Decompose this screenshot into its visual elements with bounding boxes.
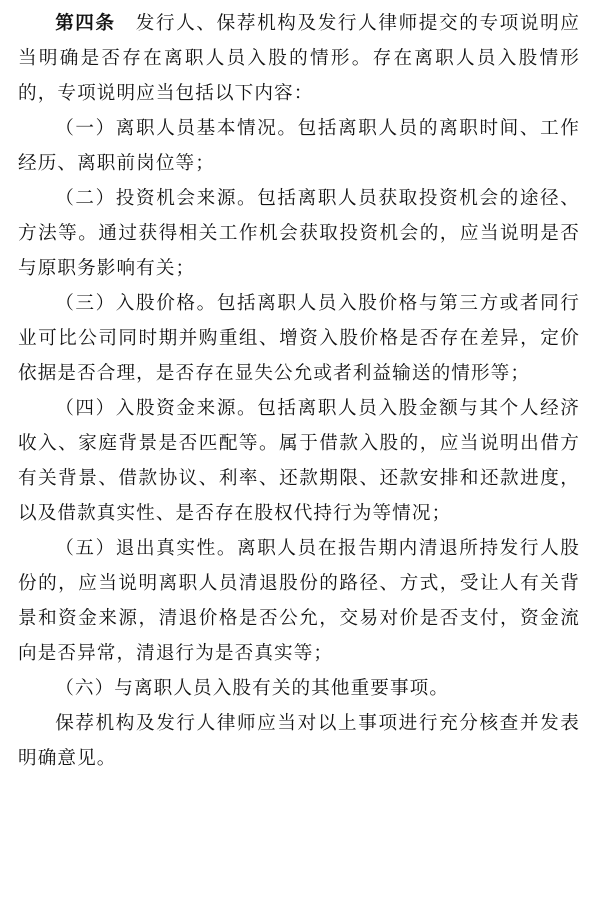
article-intro: 发行人、保荐机构及发行人律师提交的专项说明应当明确是否存在离职人员入股的情形。存在离职人员入股情形的，专项说明应当包括以下内容：: [18, 13, 580, 104]
article-paragraph: [18, 6, 580, 111]
list-item-5: （五）退出真实性。离职人员在报告期内清退所持发行人股份的，应当说明离职人员清退股份的路径、方式，受让人有关背景和资金来源，清退价格是否公允，交易对价是否支付，资金流向是否异常，清退行为是否真实等；: [18, 538, 580, 664]
list-item-3: （三）入股价格。包括离职人员入股价格与第三方或者同行业可比公司同时期并购重组、增资入股价格是否存在差异，定价依据是否合理，是否存在显失公允或者利益输送的情形等；: [18, 293, 580, 384]
list-item-2: （二）投资机会来源。包括离职人员获取投资机会的途径、方法等。通过获得相关工作机会获取投资机会的，应当说明是否与原职务影响有关；: [18, 188, 580, 279]
article-title: 第四条: [55, 13, 116, 34]
closing-paragraph: 保荐机构及发行人律师应当对以上事项进行充分核查并发表明确意见。: [18, 713, 580, 769]
list-item-6: （六）与离职人员入股有关的其他重要事项。: [55, 678, 450, 699]
list-item-1: （一）离职人员基本情况。包括离职人员的离职时间、工作经历、离职前岗位等；: [18, 118, 580, 174]
list-item-4: （四）入股资金来源。包括离职人员入股金额与其个人经济收入、家庭背景是否匹配等。属于借款入股的，应当说明出借方有关背景、借款协议、利率、还款期限、还款安排和还款进度，以及借款真实性、是否存在股权代持行为等情况；: [18, 398, 580, 524]
